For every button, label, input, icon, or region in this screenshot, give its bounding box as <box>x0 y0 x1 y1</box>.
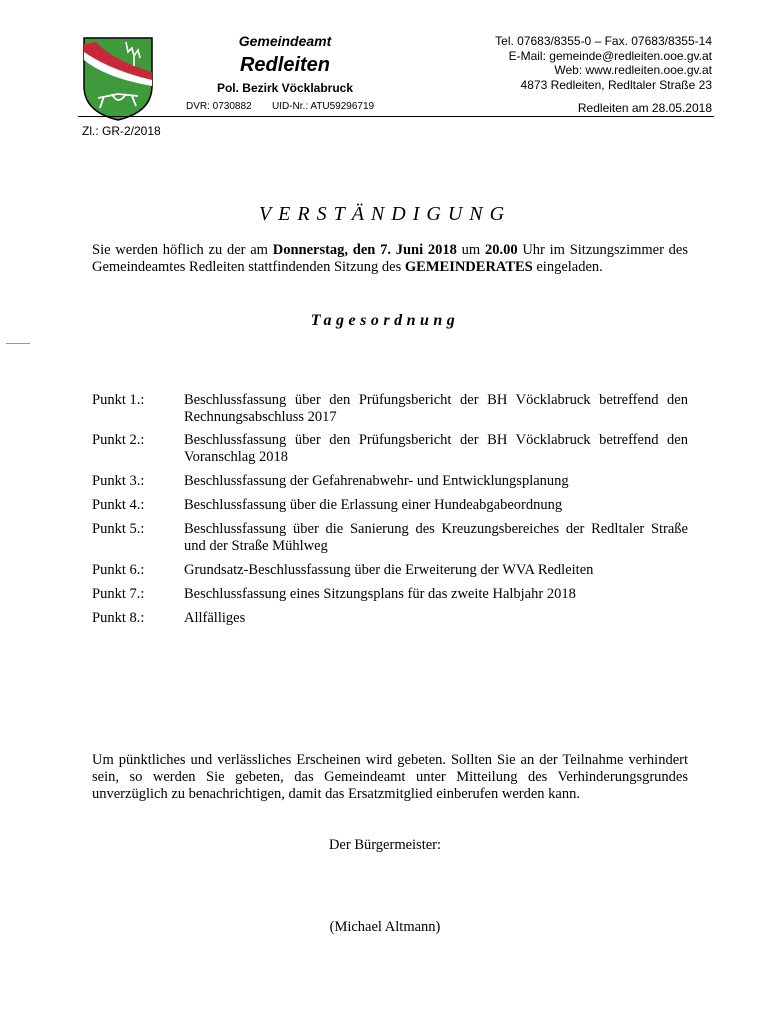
intro-text-1: Sie werden höflich zu der am <box>92 242 273 258</box>
meeting-time: 20.00 <box>484 242 518 258</box>
agenda-item-number: Punkt 8.: <box>92 610 145 626</box>
agenda-item-text: Beschlussfassung der Gefahrenabwehr- und Entwicklungsplanung <box>184 473 569 489</box>
agenda-item-number: Punkt 6.: <box>92 562 145 578</box>
agenda-item <box>92 473 688 490</box>
agenda-item <box>92 521 688 555</box>
intro-text-4: eingeladen. <box>532 259 603 275</box>
agenda-item <box>92 392 688 426</box>
agenda-item <box>92 610 688 627</box>
agenda-item <box>92 586 688 603</box>
agenda-item-text: Allfälliges <box>184 610 246 626</box>
contact-phone-fax: Tel. 07683/8355-0 – Fax. 07683/8355-14 <box>495 34 712 48</box>
agenda-item <box>92 432 688 466</box>
contact-address: 4873 Redleiten, Redltaler Straße 23 <box>520 77 712 92</box>
contact-email: E-Mail: gemeinde@redleiten.ooe.gv.at <box>508 48 712 63</box>
header-divider <box>78 116 714 117</box>
closing-paragraph: Um pünktliches und verlässliches Erscheinen wird gebeten. Sollten Sie an der Teilnahme verhindert sein, so werden Sie gebeten, das Gemeindeamt unter Mitteilung des Verhinderungsgrundes unverzüglich zu benachrichtigen, damit das Ersatzmitglied einberufen werden kann. <box>92 752 688 802</box>
agenda-item-text: Grundsatz-Beschlussfassung über die Erweiterung der WVA Redleiten <box>184 562 594 578</box>
district-name: Pol. Bezirk Vöcklabruck <box>216 81 354 95</box>
agenda-item-number: Punkt 1.: <box>92 392 145 408</box>
office-name: Gemeindeamt <box>238 33 332 49</box>
contact-web: Web: www.redleiten.ooe.gv.at <box>554 63 712 77</box>
signature-title: Der Bürgermeister: <box>328 837 442 853</box>
agenda-item <box>92 562 688 579</box>
municipality-name: Redleiten <box>239 54 331 76</box>
intro-paragraph <box>92 242 688 276</box>
municipal-coat-of-arms <box>82 36 154 122</box>
agenda-item-text: Beschlussfassung über den Prüfungsbericht der BH Vöcklabruck betreffend den Rechnungsabschluss 2017 <box>184 392 688 425</box>
agenda-item-number: Punkt 7.: <box>92 586 145 602</box>
uid-number: UID-Nr.: ATU59296719 <box>272 101 375 112</box>
reference-number: Zl.: GR-2/2018 <box>82 124 161 138</box>
intro-text-2: um <box>456 242 485 258</box>
margin-mark <box>6 343 30 344</box>
dvr-number: DVR: 0730882 <box>186 101 252 112</box>
meeting-date: Donnerstag, den 7. Juni 2018 <box>272 242 457 258</box>
agenda-item-number: Punkt 4.: <box>92 497 145 513</box>
document-title: VERSTÄNDIGUNG <box>258 203 512 225</box>
agenda-item-number: Punkt 5.: <box>92 521 145 537</box>
agenda-item-number: Punkt 3.: <box>92 473 145 489</box>
place-date: Redleiten am 28.05.2018 <box>577 101 712 115</box>
agenda-item-text: Beschlussfassung über die Sanierung des Kreuzungsbereiches der Redltaler Straße und der Straße Mühlweg <box>184 521 688 554</box>
agenda-item-text: Beschlussfassung über den Prüfungsbericht der BH Vöcklabruck betreffend den Voranschlag 2018 <box>184 432 688 465</box>
agenda-item-text: Beschlussfassung eines Sitzungsplans für das zweite Halbjahr 2018 <box>184 586 576 602</box>
agenda-item-number: Punkt 2.: <box>92 432 145 448</box>
contact-block <box>495 34 712 92</box>
agenda-item <box>92 497 688 514</box>
intro-text-3: Uhr im Sitzungszimmer des Gemeindeamtes Redleiten stattfindenden Sitzung des <box>92 242 689 275</box>
meeting-body: GEMEINDERATES <box>404 259 533 275</box>
signature-name: (Michael Altmann) <box>329 919 441 935</box>
agenda-item-text: Beschlussfassung über die Erlassung einer Hundeabgabeordnung <box>184 497 563 513</box>
agenda-title: Tagesordnung <box>310 312 460 329</box>
